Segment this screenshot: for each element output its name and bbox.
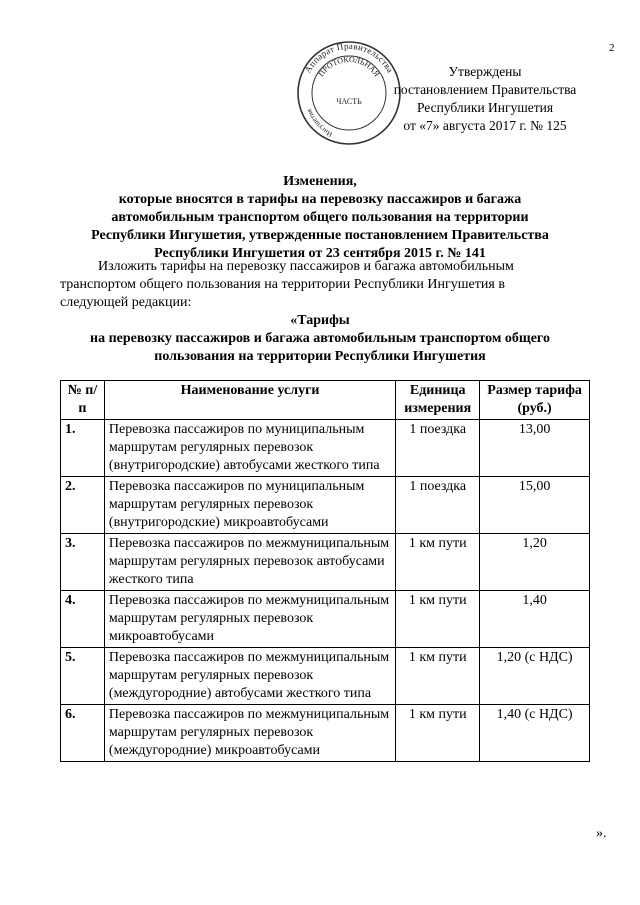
intro-paragraph	[60, 258, 598, 312]
row-unit: 1 поездка	[396, 477, 480, 534]
row-price: 1,40 (с НДС)	[480, 705, 590, 762]
row-price: 13,00	[480, 420, 590, 477]
row-num: 6.	[61, 705, 105, 762]
approval-line: Республики Ингушетия	[416, 100, 554, 115]
row-num: 4.	[61, 591, 105, 648]
tariff-table	[60, 380, 590, 762]
table-row	[61, 648, 590, 705]
header-price: Размер тарифа (руб.)	[480, 381, 590, 420]
approval-line: Утверждены	[448, 64, 522, 79]
row-price: 1,20 (с НДС)	[480, 648, 590, 705]
title-line: автомобильным транспортом общего пользования на территории	[111, 210, 529, 225]
approval-block	[360, 63, 610, 135]
row-unit: 1 поездка	[396, 420, 480, 477]
stamp-left-text: Ингушетия	[305, 107, 334, 139]
row-service: Перевозка пассажиров по межмуниципальным маршрутам регулярных перевозок микроавтобусами	[104, 591, 395, 648]
tariff-heading	[60, 312, 580, 366]
row-service: Перевозка пассажиров по межмуниципальным маршрутам регулярных перевозок автобусами жесткого типа	[104, 534, 395, 591]
intro-line: Изложить тарифы на перевозку пассажиров и багажа автомобильным	[98, 259, 514, 274]
table-row	[61, 591, 590, 648]
table-row	[61, 477, 590, 534]
row-num: 1.	[61, 420, 105, 477]
row-unit: 1 км пути	[396, 534, 480, 591]
intro-line: транспортом общего пользования на территории Республики Ингушетия в	[60, 277, 505, 292]
row-num: 5.	[61, 648, 105, 705]
table-row	[61, 420, 590, 477]
approval-line: постановлением Правительства	[393, 82, 577, 97]
table-row	[61, 534, 590, 591]
row-service: Перевозка пассажиров по муниципальным маршрутам регулярных перевозок (внутригородские) микроавтобусами	[104, 477, 395, 534]
header-num: № п/п	[61, 381, 105, 420]
intro-line: следующей редакции:	[60, 295, 192, 310]
closing-quote: ».	[596, 826, 607, 841]
row-unit: 1 км пути	[396, 705, 480, 762]
table-header-row	[61, 381, 590, 420]
header-unit: Единица измерения	[396, 381, 480, 420]
title-line: которые вносятся в тарифы на перевозку пассажиров и багажа	[118, 192, 522, 207]
tariff-heading-line: пользования на территории Республики Ингушетия	[154, 349, 486, 364]
tariff-heading-line: на перевозку пассажиров и багажа автомобильным транспортом общего	[90, 331, 550, 346]
page-number: 2	[609, 42, 615, 54]
header-name: Наименование услуги	[104, 381, 395, 420]
row-num: 3.	[61, 534, 105, 591]
stamp-arc-text: ПРОТОКОЛЬНАЯ	[316, 54, 382, 79]
row-service: Перевозка пассажиров по межмуниципальным маршрутам регулярных перевозок (междугородние) автобусами жесткого типа	[104, 648, 395, 705]
row-unit: 1 км пути	[396, 648, 480, 705]
row-price: 15,00	[480, 477, 590, 534]
title-line: Республики Ингушетия, утвержденные постановлением Правительства	[91, 228, 549, 243]
title-line: Республики Ингушетия от 23 сентября 2015 г. № 141	[154, 246, 486, 261]
row-unit: 1 км пути	[396, 591, 480, 648]
row-service: Перевозка пассажиров по межмуниципальным маршрутам регулярных перевозок (междугородние) микроавтобусами	[104, 705, 395, 762]
row-service: Перевозка пассажиров по муниципальным маршрутам регулярных перевозок (внутригородские) автобусами жесткого типа	[104, 420, 395, 477]
row-num: 2.	[61, 477, 105, 534]
stamp-center-text: ЧАСТЬ	[336, 97, 362, 106]
stamp-ring-text: Аппарат Правительства	[302, 40, 396, 75]
row-price: 1,20	[480, 534, 590, 591]
document-title	[60, 173, 580, 263]
table-row	[61, 705, 590, 762]
title-line: Изменения,	[283, 174, 357, 189]
tariff-heading-line: «Тарифы	[290, 313, 350, 328]
row-price: 1,40	[480, 591, 590, 648]
approval-line: от «7» августа 2017 г. № 125	[403, 118, 567, 133]
